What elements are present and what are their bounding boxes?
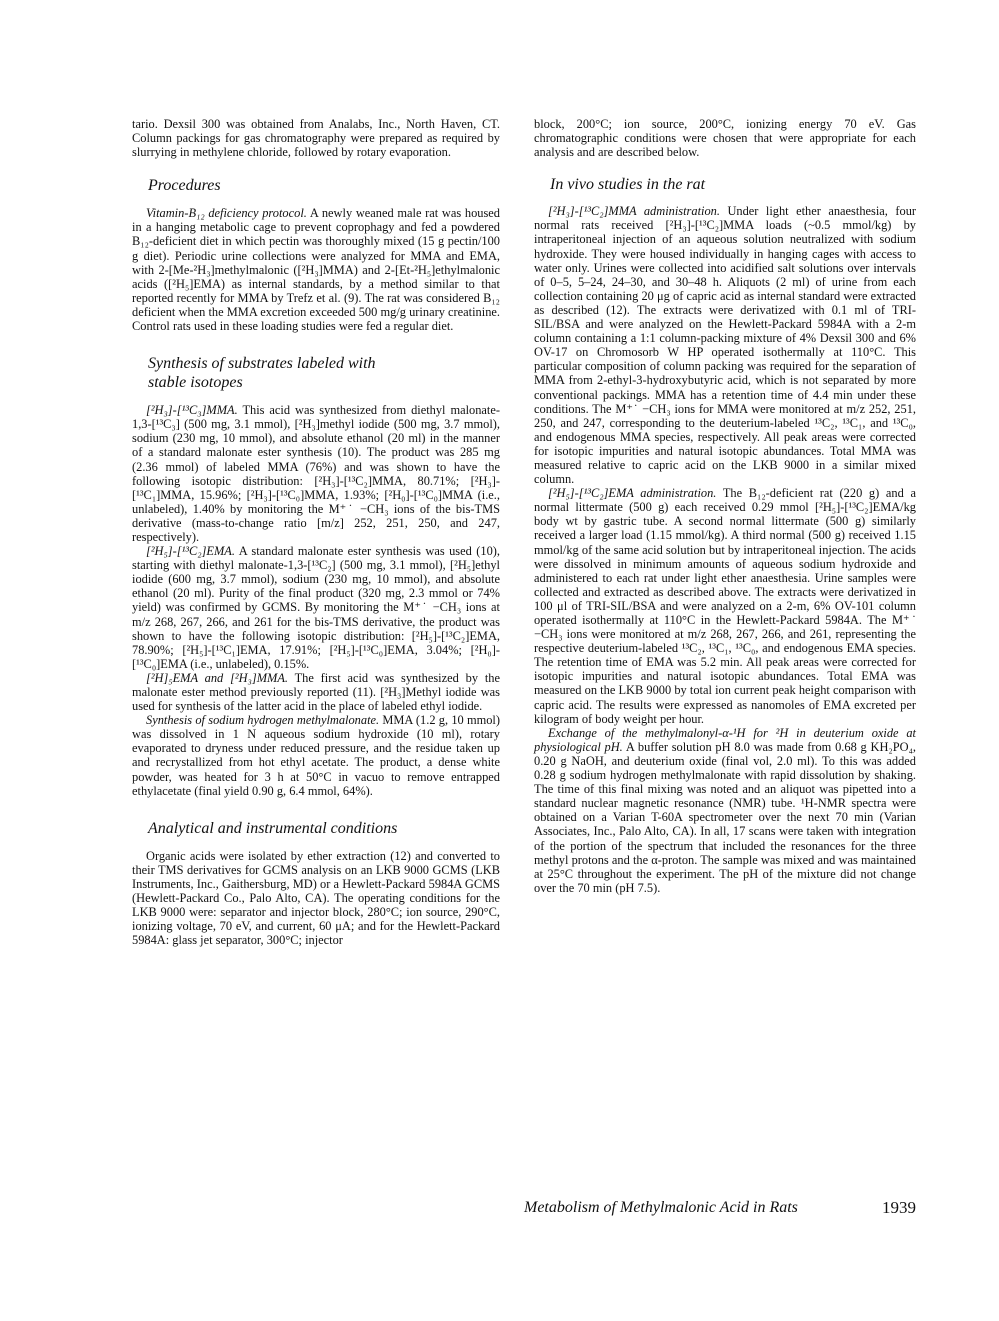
section-heading-procedures: Procedures (148, 177, 221, 195)
paragraph: tario. Dexsil 300 was obtained from Analabs, Inc., North Haven, CT. Column packings for gas chromatography were prepared as required by slurrying in methylene chloride, followed by rotary evaporation. (132, 117, 500, 160)
section-heading-in-vivo: In vivo studies in the rat (550, 176, 706, 194)
section-heading-synthesis: Synthesis of substrates labeled with (148, 355, 376, 373)
run-in-title: [²H₅]-[¹³C₂]EMA administration. (548, 486, 717, 501)
run-in-title: [²H₃]-[¹³C₃]MMA. (146, 403, 238, 418)
paragraph: [²H₅]-[¹³C₂]EMA. A standard malonate ester synthesis was used (10), starting with diethyl malonate-1,3-[¹³C₂] (500 mg, 3.1 mmol), [²H₅]ethyl iodide (600 mg, 3.7 mmol), sodium (230 mg, 10 mmol), and absolute ethanol (20 ml). Purity of the final product (320 mg, 2.3 mmol or 74% yield) was confirmed by GCMS. By monitoring the M⁺˙ −CH₃ ions at m/z 268, 267, 266, and 261 for the bis-TMS derivative, the product was shown to have the following isotopic distribution: [²H₅]-[¹³C₂]EMA, 78.90%; [²H₅]-[¹³C₁]EMA, 17.91%; [²H₅]-[¹³C₀]EMA, 3.04%; [²H₀]-[¹³C₀]EMA (i.e., unlabeled), 0.15%. (132, 544, 500, 671)
paragraph: Organic acids were isolated by ether extraction (12) and converted to their TMS derivatives for GCMS analysis on an LKB 9000 GCMS (LKB Instruments, Inc., Gaithersburg, MD) or a Hewlett-Packard 5984A GCMS (Hewlett-Packard Co., Palo Alto, CA). The operating conditions for the LKB 9000 were: separator and injector block, 280°C; ion source, 290°C, ionizing voltage, 70 eV, and current, 60 μA; and for the Hewlett-Packard 5984A: glass jet separator, 300°C; injector (132, 848, 500, 948)
paragraph: Synthesis of sodium hydrogen methylmalonate. MMA (1.2 g, 10 mmol) was dissolved in 1 N aqueous sodium hydroxide (10 ml), rotary evaporated to dryness under reduced pressure, and the residue taken up and recrystallized from hot ethyl acetate. The product, a dense white powder, was heated for 3 h at 50°C in vacuo to remove entrapped ethylacetate (final yield 0.90 g, 6.4 mmol, 64%). (132, 713, 500, 798)
left-column (132, 117, 500, 947)
paragraph: [²H₅]-[¹³C₂]EMA administration. The B₁₂-deficient rat (220 g) and a normal littermate (500 g) each received 0.29 mmol [²H₅]-[¹³C₂]EMA/kg body wt by gastric tube. A second normal littermate (500 g) similarly received a larger load (1.15 mmol/kg). A third normal (500 g) received 1.15 mmol/kg of the same acid solution but by intraperitoneal injection. The acids were dissolved in minimum amounts of aqueous sodium hydroxide and administered to each rat under light ether anaesthesia. Urine samples were collected and extracted as described above. The extracts were derivatized in 100 μl of TRI-SIL/BSA and were analyzed on a 2-m, 6% OV-101 column operated isothermally at 110°C in the Hewlett-Packard 5984A. The M⁺˙ −CH₃ ions were monitored at m/z 268, 267, 266, and 261, representing the respective deuterium-labeled ¹³C₂, ¹³C₁, ¹³C₀, and endogenous EMA species. The retention time of EMA was 5.2 min. All peak areas were corrected for isotopic impurities and natural isotopic abundances. Total EMA was measured on the LKB 9000 by total ion current peak height comparison with capric acid. The results were expressed as nanomoles of EMA excreted per kilogram of body weight per hour. (534, 486, 916, 726)
run-in-title: Exchange of the methylmalonyl-α-¹H for ²H in deuterium oxide at physiological pH. (534, 725, 916, 754)
page-number: 1939 (882, 1198, 916, 1217)
section-heading-synthesis-line2: stable isotopes (148, 374, 243, 392)
page-footer (524, 1199, 916, 1217)
running-title: Metabolism of Methylmalonic Acid in Rats (524, 1199, 798, 1216)
paragraph: [²H₃]-[¹³C₃]MMA. This acid was synthesized from diethyl malonate-1,3-[¹³C₃] (500 mg, 3.1 mmol), [²H₃]methyl iodide (500 mg, 3.7 mmol), sodium (230 mg, 10 mmol), and absolute ethanol (20 ml) in the manner of a standard malonate ester synthesis (10). The product was 285 mg (2.36 mmol) of labeled MMA (76%) and was shown to have the following isotopic distribution: [²H₃]-[¹³C₂]MMA, 80.71%; [²H₃]-[¹³C₁]MMA, 15.96%; [²H₃]-[¹³C₀]MMA, 1.93%; [²H₀]-[¹³C₀]MMA (i.e., unlabeled), 1.40% by monitoring the M⁺˙ −CH₃ ions of the bis-TMS derivative (mass-to-change ratio [m/z] 252, 251, 250, and 247, respectively). (132, 403, 500, 544)
paragraph: block, 200°C; ion source, 200°C, ionizing energy 70 eV. Gas chromatographic conditions were chosen that were appropriate for each analysis and are described below. (534, 117, 916, 160)
run-in-title: [²H₃]-[¹³C₂]MMA administration. (548, 204, 720, 219)
run-in-title: [²H]₅EMA and [²H₃]MMA. (146, 670, 288, 685)
section-heading-analytical: Analytical and instrumental conditions (148, 819, 398, 837)
run-in-title: Vitamin-B₁₂ deficiency protocol. (146, 206, 307, 221)
paragraph: [²H]₅EMA and [²H₃]MMA. The first acid was synthesized by the malonate ester method previously reported (11). [²H₃]Methyl iodide was used for synthesis of the latter acid in the place of labeled ethyl iodide. (132, 670, 500, 714)
paragraph: Exchange of the methylmalonyl-α-¹H for ²H in deuterium oxide at physiological pH. A buffer solution pH 8.0 was made from 0.68 g KH₂PO₄, 0.20 g NaOH, and deuterium oxide (final vol, 2.0 ml). To this was added 0.28 g sodium hydrogen methylmalonate with rapid dissolution by shaking. The time of this final mixing was noted and an aliquot was pipetted into a standard nuclear magnetic resonance (NMR) tube. ¹H-NMR spectra were obtained on a Varian T-60A spectrometer over the next 70 min (Varian Associates, Inc., Palo Alto, CA). In all, 17 scans were taken with integration of the portion of the spectrum that included the resonances for the three methyl protons and the α-proton. The sample was mixed and was maintained at 25°C throughout the experiment. The pH of the mixture did not change over the 70 min (pH 7.5). (534, 725, 916, 895)
paragraph: [²H₃]-[¹³C₂]MMA administration. Under light ether anaesthesia, four normal rats received [²H₃]-[¹³C₂]MMA loads (~0.5 mmol/kg) by intraperitoneal injection of an aqueous solution neutralized with sodium hydroxide. They were housed individually in hanging cages with access to water only. Urines were collected into acidified salt solutions over intervals of 0–5, 5–24, 24–30, and 30–48 h. Aliquots (2 ml) of urine from each collection containing 20 μg of capric acid as internal standard were extracted as described (12). The extracts were derivatized with 0.1 ml of TRI-SIL/BSA and were analyzed on the Hewlett-Packard 5984A with a 2-m column containing a 1:1 column-packing mixture of 4% Dexsil 300 and 6% OV-17 on Chromosorb W HP operated isothermally at 110°C. This particular composition of column packing was required for the separation of MMA from 2-ethyl-3-hydroxybutyric acid, which is not separated by more conventional packings. MMA has a retention time of 4.4 min under these conditions. The M⁺˙ −CH₃ ions for MMA were monitored at m/z 252, 251, 250, and 247, corresponding to the deuterium-labeled ¹³C₂, ¹³C₁, and ¹³C₀, and endogenous MMA species, respectively. All peak areas were corrected for isotopic impurities and natural isotopic abundances. Total MMA was measured relative to capric acid on the LKB 9000 in a similar mixed column. (534, 204, 917, 487)
right-column (534, 117, 916, 895)
run-in-title: Synthesis of sodium hydrogen methylmalonate. (146, 713, 380, 728)
run-in-title: [²H₅]-[¹³C₂]EMA. (146, 544, 235, 559)
paragraph: Vitamin-B₁₂ deficiency protocol. A newly weaned male rat was housed in a hanging metabolic cage to prevent coprophagy and fed a powdered B₁₂-deficient diet in which pectin was thoroughly mixed (15 g pectin/100 g diet). Periodic urine collections were analyzed for MMA and EMA, with 2-[Me-²H₃]methylmalonic ([²H₃]MMA) and 2-[Et-²H₅]ethylmalonic acids ([²H₅]EMA) as internal standards, by a method similar to that reported recently for MMA by Trefz et al. (9). The rat was considered B₁₂ deficient when the MMA excretion exceeded 500 mg/g urinary creatinine. Control rats used in these loading studies were fed a regular diet. (132, 206, 500, 334)
